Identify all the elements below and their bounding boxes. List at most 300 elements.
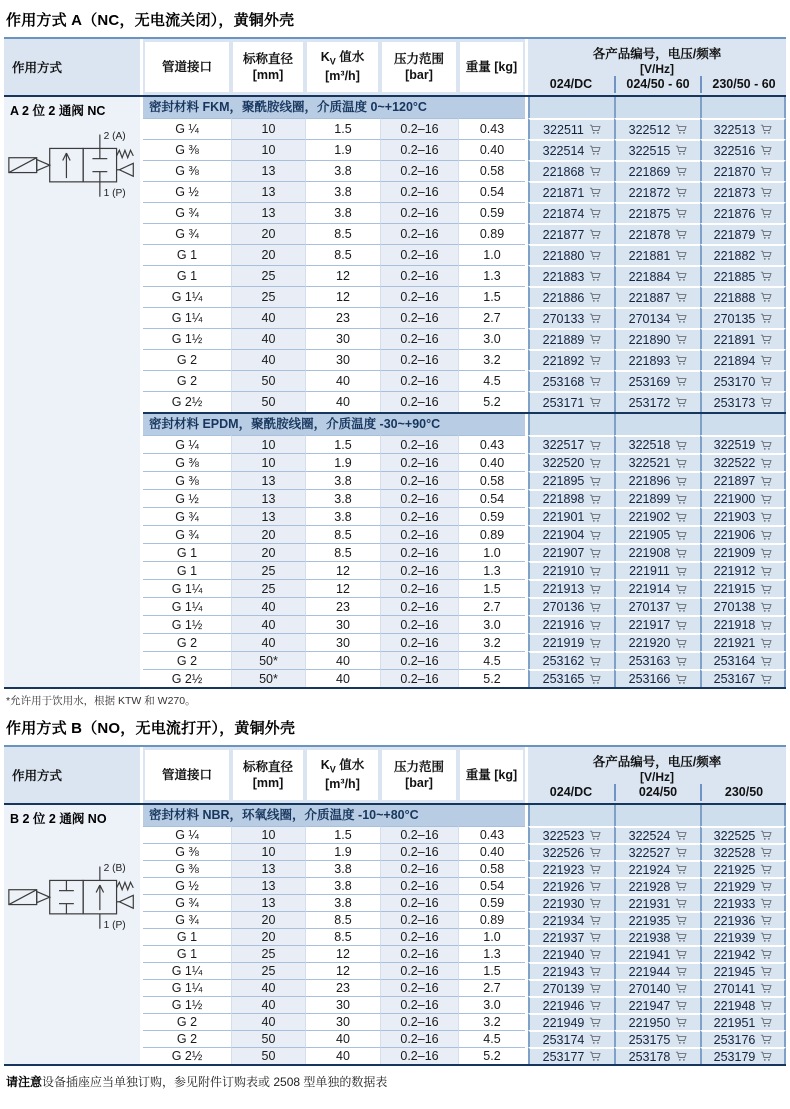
- product-number-order-link[interactable]: [528, 597, 614, 615]
- product-number-order-link[interactable]: [614, 286, 700, 307]
- product-number-order-link[interactable]: [614, 579, 700, 597]
- port-connection-cell: G ¾: [143, 202, 231, 223]
- kv-value-cell: 1.9: [305, 843, 380, 860]
- product-number-order-link[interactable]: [700, 826, 786, 843]
- cart-icon: [675, 229, 687, 240]
- nominal-diameter-cell: 13: [231, 489, 305, 507]
- product-number: 221926: [542, 879, 585, 894]
- table-row: [143, 928, 786, 945]
- product-number-order-link[interactable]: [614, 911, 700, 928]
- product-number: 322528: [713, 845, 756, 860]
- pressure-range-cell: 0.2–16: [380, 507, 458, 525]
- pressure-range-cell: 0.2–16: [380, 962, 458, 979]
- product-number-order-link[interactable]: [700, 489, 786, 507]
- product-number-order-link[interactable]: [700, 633, 786, 651]
- cart-icon: [760, 915, 772, 926]
- product-number-order-link[interactable]: [614, 160, 700, 181]
- nominal-diameter-cell: 20: [231, 244, 305, 265]
- product-number-order-link[interactable]: [528, 507, 614, 525]
- cart-icon: [760, 1017, 772, 1028]
- product-number: 221940: [542, 947, 585, 962]
- weight-cell: 0.89: [458, 223, 525, 244]
- kv-value-cell: 30: [305, 615, 380, 633]
- cart-icon: [589, 250, 601, 261]
- kv-value-cell: 1.5: [305, 118, 380, 139]
- product-number-order-link[interactable]: [528, 633, 614, 651]
- product-number-order-link[interactable]: [700, 1013, 786, 1030]
- product-number-order-link[interactable]: [700, 962, 786, 979]
- product-number: 221868: [542, 164, 585, 179]
- product-number-order-link[interactable]: [528, 181, 614, 202]
- column-header-port: 管道接口: [145, 42, 229, 92]
- product-number-order-link[interactable]: [614, 328, 700, 349]
- product-number-order-link[interactable]: [528, 160, 614, 181]
- product-number-order-link[interactable]: [614, 435, 700, 453]
- cart-icon: [675, 313, 687, 324]
- product-number: 221878: [628, 227, 671, 242]
- cart-icon: [589, 458, 601, 469]
- column-headers: [143, 747, 525, 803]
- product-number-order-link[interactable]: [528, 525, 614, 543]
- table-row: [143, 651, 786, 669]
- weight-cell: 4.5: [458, 370, 525, 391]
- product-number: 221909: [713, 546, 756, 560]
- cart-icon: [589, 620, 601, 631]
- product-number: 270140: [628, 981, 671, 996]
- product-number-order-link[interactable]: [700, 561, 786, 579]
- cart-icon: [675, 530, 687, 541]
- product-number-order-link[interactable]: [528, 877, 614, 894]
- cart-icon: [675, 864, 687, 875]
- cart-icon: [675, 548, 687, 559]
- product-number-order-link[interactable]: [700, 160, 786, 181]
- pressure-range-cell: 0.2–16: [380, 118, 458, 139]
- kv-value-cell: 40: [305, 1047, 380, 1064]
- product-number-order-link[interactable]: [614, 391, 700, 412]
- cart-icon: [589, 983, 601, 994]
- table-a-body: [4, 97, 786, 689]
- product-number: 253177: [542, 1049, 585, 1064]
- nominal-diameter-cell: 50: [231, 391, 305, 412]
- cart-icon: [675, 476, 687, 487]
- product-number-order-link[interactable]: [700, 615, 786, 633]
- product-number-order-link[interactable]: [614, 1047, 700, 1064]
- product-number-order-link[interactable]: [528, 307, 614, 328]
- product-number-order-link[interactable]: [614, 597, 700, 615]
- product-number-order-link[interactable]: [614, 962, 700, 979]
- table-row: [143, 489, 786, 507]
- product-number-order-link[interactable]: [700, 118, 786, 139]
- kv-value-cell: 12: [305, 561, 380, 579]
- port-connection-cell: G 2: [143, 349, 231, 370]
- product-number-order-link[interactable]: [700, 928, 786, 945]
- table-row: [143, 435, 786, 453]
- product-number-order-link[interactable]: [614, 826, 700, 843]
- product-number-order-link[interactable]: [614, 877, 700, 894]
- product-number-order-link[interactable]: [614, 118, 700, 139]
- product-number-order-link[interactable]: [700, 307, 786, 328]
- product-number: 221946: [542, 998, 585, 1013]
- product-number-order-link[interactable]: [614, 979, 700, 996]
- weight-cell: 0.54: [458, 877, 525, 894]
- seal-material-label: 密封材料 EPDM，聚酰胺线圈，介质温度 -30~+90°C: [143, 414, 525, 435]
- column-header-pressure: 压力范围 [bar]: [382, 42, 456, 92]
- seal-material-section-header: [143, 97, 786, 118]
- product-number-order-link[interactable]: [700, 996, 786, 1013]
- table-row: [143, 453, 786, 471]
- product-number-order-link[interactable]: [700, 669, 786, 687]
- product-number-order-link[interactable]: [700, 244, 786, 265]
- product-number-order-link[interactable]: [700, 1030, 786, 1047]
- product-number-order-link[interactable]: [614, 651, 700, 669]
- product-number-order-link[interactable]: [614, 370, 700, 391]
- port-connection-cell: G 1: [143, 543, 231, 561]
- cart-icon: [589, 494, 601, 505]
- product-number-order-link[interactable]: [700, 265, 786, 286]
- product-number-order-link[interactable]: [700, 507, 786, 525]
- product-number-order-link[interactable]: [528, 286, 614, 307]
- cart-icon: [589, 124, 601, 135]
- svg-text:1 (P): 1 (P): [103, 919, 126, 931]
- product-number-order-link[interactable]: [700, 579, 786, 597]
- cart-icon: [675, 1000, 687, 1011]
- product-number-order-link[interactable]: [700, 894, 786, 911]
- product-number-order-link[interactable]: [528, 945, 614, 962]
- svg-text:2 (B): 2 (B): [103, 863, 126, 875]
- product-number-order-link[interactable]: [528, 651, 614, 669]
- product-number-order-link[interactable]: [700, 435, 786, 453]
- product-number: 221914: [628, 582, 671, 596]
- product-number: 221886: [542, 290, 585, 305]
- product-number: 221903: [713, 510, 756, 524]
- table-row: [143, 286, 786, 307]
- pressure-range-cell: 0.2–16: [380, 894, 458, 911]
- kv-value-cell: 8.5: [305, 928, 380, 945]
- product-number-order-link[interactable]: [700, 181, 786, 202]
- port-connection-cell: G 1¼: [143, 597, 231, 615]
- product-number-order-link[interactable]: [614, 633, 700, 651]
- port-connection-cell: G 2½: [143, 391, 231, 412]
- cart-icon: [760, 440, 772, 451]
- svg-text:2 (A): 2 (A): [103, 131, 126, 143]
- product-number-order-link[interactable]: [614, 525, 700, 543]
- product-number: 221923: [542, 862, 585, 877]
- product-number-order-link[interactable]: [700, 471, 786, 489]
- product-number: 221901: [542, 510, 585, 524]
- table-row: [143, 962, 786, 979]
- product-number-order-link[interactable]: [528, 561, 614, 579]
- table-row: [143, 328, 786, 349]
- table-row: [143, 894, 786, 911]
- cart-icon: [675, 949, 687, 960]
- weight-cell: 0.43: [458, 435, 525, 453]
- voltage-column-2: 024/50 - 60: [614, 76, 700, 93]
- product-number-order-link[interactable]: [528, 1047, 614, 1064]
- product-number-order-link[interactable]: [614, 307, 700, 328]
- product-number-order-link[interactable]: [614, 507, 700, 525]
- table-row: [143, 633, 786, 651]
- kv-value-cell: 40: [305, 651, 380, 669]
- order-note: [6, 1073, 786, 1090]
- product-number: 221948: [713, 998, 756, 1013]
- nominal-diameter-cell: 25: [231, 286, 305, 307]
- product-number-order-link[interactable]: [614, 139, 700, 160]
- nominal-diameter-cell: 10: [231, 118, 305, 139]
- product-number: 221942: [713, 947, 756, 962]
- product-number-order-link[interactable]: [528, 826, 614, 843]
- pressure-range-cell: 0.2–16: [380, 843, 458, 860]
- product-number-order-link[interactable]: [614, 1030, 700, 1047]
- weight-cell: 1.5: [458, 579, 525, 597]
- product-number-order-link[interactable]: [528, 391, 614, 412]
- product-number-order-link[interactable]: [528, 1030, 614, 1047]
- weight-cell: 0.59: [458, 894, 525, 911]
- port-connection-cell: G ¼: [143, 118, 231, 139]
- cart-icon: [589, 602, 601, 613]
- product-number: 322527: [628, 845, 671, 860]
- product-number: 253179: [713, 1049, 756, 1064]
- product-number: 322517: [542, 438, 585, 452]
- product-number-order-link[interactable]: [528, 979, 614, 996]
- product-number: 221890: [628, 332, 671, 347]
- port-connection-cell: G 2½: [143, 1047, 231, 1064]
- product-number-order-link[interactable]: [700, 525, 786, 543]
- port-connection-cell: G 2½: [143, 669, 231, 687]
- product-number-order-link[interactable]: [528, 118, 614, 139]
- table-row: [143, 370, 786, 391]
- product-number-order-link[interactable]: [700, 223, 786, 244]
- cart-icon: [589, 145, 601, 156]
- product-number-order-link[interactable]: [700, 597, 786, 615]
- product-number-order-link[interactable]: [614, 471, 700, 489]
- product-number-order-link[interactable]: [700, 453, 786, 471]
- product-number: 221934: [542, 913, 585, 928]
- product-number-order-link[interactable]: [614, 860, 700, 877]
- product-number-order-link[interactable]: [528, 244, 614, 265]
- product-number-order-link[interactable]: [528, 328, 614, 349]
- cart-icon: [760, 966, 772, 977]
- product-number: 221945: [713, 964, 756, 979]
- cart-icon: [760, 566, 772, 577]
- product-number-order-link[interactable]: [614, 1013, 700, 1030]
- nominal-diameter-cell: 50*: [231, 651, 305, 669]
- pressure-range-cell: 0.2–16: [380, 244, 458, 265]
- weight-cell: 0.40: [458, 139, 525, 160]
- product-number-order-link[interactable]: [700, 979, 786, 996]
- product-number-order-link[interactable]: [614, 928, 700, 945]
- product-number-order-link[interactable]: [528, 265, 614, 286]
- port-connection-cell: G 1: [143, 928, 231, 945]
- voltage-column-3: 230/50: [700, 784, 786, 801]
- product-number: 221928: [628, 879, 671, 894]
- product-number-order-link[interactable]: [700, 349, 786, 370]
- table-row: [143, 391, 786, 412]
- nominal-diameter-cell: 50*: [231, 669, 305, 687]
- cart-icon: [760, 674, 772, 685]
- cart-icon: [675, 983, 687, 994]
- product-number-order-link[interactable]: [614, 669, 700, 687]
- pressure-range-cell: 0.2–16: [380, 996, 458, 1013]
- product-number-order-link[interactable]: [614, 996, 700, 1013]
- kv-value-cell: 30: [305, 1013, 380, 1030]
- table-row: [143, 597, 786, 615]
- product-number-order-link[interactable]: [700, 843, 786, 860]
- pressure-range-cell: 0.2–16: [380, 543, 458, 561]
- kv-value-cell: 1.9: [305, 453, 380, 471]
- weight-cell: 1.3: [458, 265, 525, 286]
- kv-value-cell: 30: [305, 996, 380, 1013]
- nominal-diameter-cell: 50: [231, 370, 305, 391]
- product-number-order-link[interactable]: [700, 651, 786, 669]
- cart-icon: [589, 966, 601, 977]
- product-number: 221908: [628, 546, 671, 560]
- product-number-order-link[interactable]: [700, 391, 786, 412]
- product-number-order-link[interactable]: [528, 543, 614, 561]
- cart-icon: [589, 915, 601, 926]
- product-number: 221917: [628, 618, 671, 632]
- product-number: 221921: [713, 636, 756, 650]
- product-number: 221936: [713, 913, 756, 928]
- product-number-order-link[interactable]: [700, 911, 786, 928]
- kv-value-cell: 30: [305, 349, 380, 370]
- voltage-subheaders: [528, 784, 786, 805]
- product-number-order-link[interactable]: [614, 894, 700, 911]
- cart-icon: [760, 932, 772, 943]
- nominal-diameter-cell: 10: [231, 139, 305, 160]
- product-number-order-link[interactable]: [614, 244, 700, 265]
- weight-cell: 1.3: [458, 945, 525, 962]
- cart-icon: [589, 847, 601, 858]
- product-number-order-link[interactable]: [614, 543, 700, 561]
- product-number-order-link[interactable]: [528, 843, 614, 860]
- kv-value-cell: 40: [305, 669, 380, 687]
- product-number: 221916: [542, 618, 585, 632]
- cart-icon: [675, 1034, 687, 1045]
- nominal-diameter-cell: 13: [231, 877, 305, 894]
- product-number-order-link[interactable]: [528, 139, 614, 160]
- product-number-order-link[interactable]: [700, 860, 786, 877]
- product-number-order-link[interactable]: [700, 328, 786, 349]
- product-number-order-link[interactable]: [700, 202, 786, 223]
- product-number-order-link[interactable]: [528, 860, 614, 877]
- weight-cell: 0.59: [458, 507, 525, 525]
- table-row: [143, 202, 786, 223]
- cart-icon: [760, 145, 772, 156]
- product-number: 221904: [542, 528, 585, 542]
- product-number-order-link[interactable]: [700, 1047, 786, 1064]
- nominal-diameter-cell: 10: [231, 435, 305, 453]
- port-connection-cell: G 1: [143, 561, 231, 579]
- product-number-order-link[interactable]: [528, 435, 614, 453]
- cart-icon: [589, 1017, 601, 1028]
- product-number-order-link[interactable]: [614, 453, 700, 471]
- kv-value-cell: 12: [305, 265, 380, 286]
- product-number-order-link[interactable]: [528, 669, 614, 687]
- table-row: [143, 979, 786, 996]
- product-number: 221895: [542, 474, 585, 488]
- product-number-order-link[interactable]: [700, 370, 786, 391]
- cart-icon: [675, 166, 687, 177]
- product-number-order-link[interactable]: [528, 489, 614, 507]
- port-connection-cell: G 2: [143, 1013, 231, 1030]
- product-number-order-link[interactable]: [528, 962, 614, 979]
- product-number: 221950: [628, 1015, 671, 1030]
- product-number-order-link[interactable]: [700, 877, 786, 894]
- product-number-order-link[interactable]: [528, 223, 614, 244]
- product-number-order-link[interactable]: [614, 843, 700, 860]
- product-number-order-link[interactable]: [528, 579, 614, 597]
- product-number: 221905: [628, 528, 671, 542]
- table-row: [143, 1047, 786, 1064]
- product-number-order-link[interactable]: [528, 349, 614, 370]
- product-number-order-link[interactable]: [528, 615, 614, 633]
- product-number: 221898: [542, 492, 585, 506]
- cart-icon: [760, 313, 772, 324]
- product-number-order-link[interactable]: [528, 928, 614, 945]
- cart-icon: [675, 334, 687, 345]
- pressure-range-cell: 0.2–16: [380, 391, 458, 412]
- product-number-order-link[interactable]: [528, 996, 614, 1013]
- column-header-action: 作用方式: [12, 61, 63, 75]
- port-connection-cell: G ¾: [143, 894, 231, 911]
- product-number-order-link[interactable]: [528, 471, 614, 489]
- product-number-order-link[interactable]: [614, 945, 700, 962]
- product-number: 253171: [542, 395, 585, 410]
- product-number-order-link[interactable]: [614, 223, 700, 244]
- product-number-order-link[interactable]: [528, 894, 614, 911]
- product-number-order-link[interactable]: [700, 139, 786, 160]
- product-number: 322520: [542, 456, 585, 470]
- product-number: 253172: [628, 395, 671, 410]
- product-number-order-link[interactable]: [528, 370, 614, 391]
- cart-icon: [675, 376, 687, 387]
- product-number-order-link[interactable]: [614, 615, 700, 633]
- cart-icon: [675, 458, 687, 469]
- cart-icon: [760, 1034, 772, 1045]
- port-connection-cell: G 1: [143, 244, 231, 265]
- product-number-order-link[interactable]: [700, 543, 786, 561]
- product-number-order-link[interactable]: [614, 349, 700, 370]
- product-number: 221883: [542, 269, 585, 284]
- product-number-order-link[interactable]: [614, 202, 700, 223]
- cart-icon: [589, 355, 601, 366]
- product-number-order-link[interactable]: [614, 489, 700, 507]
- nominal-diameter-cell: 25: [231, 945, 305, 962]
- nominal-diameter-cell: 25: [231, 579, 305, 597]
- product-number-order-link[interactable]: [528, 453, 614, 471]
- product-number-order-link[interactable]: [528, 202, 614, 223]
- product-number-order-link[interactable]: [614, 561, 700, 579]
- cart-icon: [760, 458, 772, 469]
- port-connection-cell: G 1: [143, 265, 231, 286]
- product-number: 221939: [713, 930, 756, 945]
- cart-icon: [589, 376, 601, 387]
- product-number-order-link[interactable]: [700, 286, 786, 307]
- cart-icon: [760, 620, 772, 631]
- cart-icon: [675, 638, 687, 649]
- product-number-order-link[interactable]: [528, 911, 614, 928]
- pressure-range-cell: 0.2–16: [380, 651, 458, 669]
- product-number: 322512: [628, 122, 671, 137]
- product-number-order-link[interactable]: [528, 1013, 614, 1030]
- product-number: 322523: [542, 828, 585, 843]
- product-number: 253162: [542, 654, 585, 668]
- nominal-diameter-cell: 25: [231, 962, 305, 979]
- product-number: 221943: [542, 964, 585, 979]
- product-number-order-link[interactable]: [614, 181, 700, 202]
- product-number-order-link[interactable]: [614, 265, 700, 286]
- product-number-order-link[interactable]: [700, 945, 786, 962]
